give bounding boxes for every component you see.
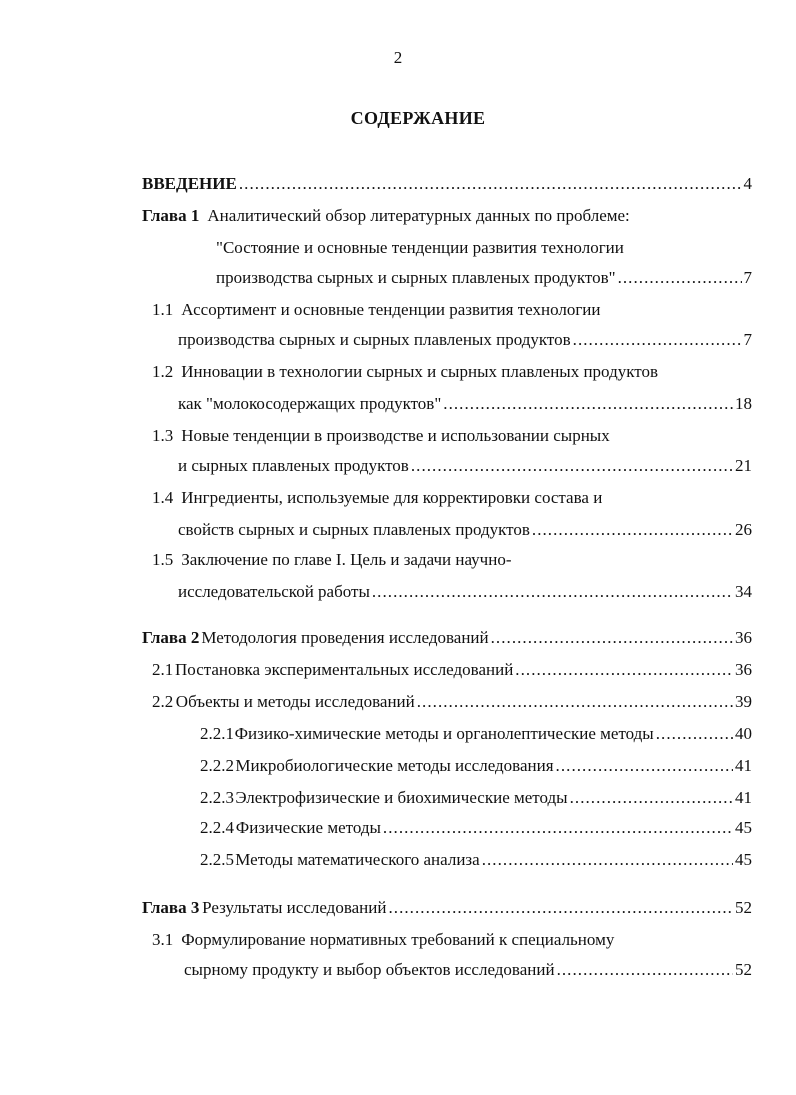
section-title: Формулирование нормативных требований к специальному bbox=[181, 930, 615, 949]
toc-page: 45 bbox=[735, 818, 752, 837]
subsection-title: Электрофизические и биохимические методы bbox=[235, 788, 568, 807]
toc-entry-1-5 bbox=[152, 548, 511, 572]
toc-page: 36 bbox=[735, 660, 752, 679]
section-number: 1.5 bbox=[152, 550, 174, 569]
toc-page: 41 bbox=[735, 756, 752, 775]
section-number: 1.2 bbox=[152, 362, 174, 381]
dot-leader bbox=[482, 848, 733, 872]
toc-page: 21 bbox=[735, 456, 752, 475]
chapter-title-line: "Состояние и основные тенденции развития технологии bbox=[216, 238, 624, 257]
toc-page: 18 bbox=[735, 394, 752, 413]
dot-leader bbox=[556, 754, 733, 778]
subsection-title: Микробиологические методы исследования bbox=[235, 756, 554, 775]
section-title: Ассортимент и основные тенденции развития технологии bbox=[181, 300, 601, 319]
toc-page: 26 bbox=[735, 520, 752, 539]
toc-entry-2-1 bbox=[152, 658, 752, 682]
subsection-number: 2.2.4 bbox=[200, 818, 234, 837]
toc-entry-chapter-1-end bbox=[216, 266, 752, 290]
dot-leader bbox=[570, 786, 733, 810]
toc-page: 4 bbox=[743, 174, 752, 193]
subsection-title: Физические методы bbox=[235, 818, 381, 837]
toc-entry-1-4 bbox=[152, 486, 602, 510]
section-title-line: производства сырных и сырных плавленых продуктов bbox=[178, 330, 571, 349]
dot-leader bbox=[239, 172, 742, 196]
toc-page: 40 bbox=[735, 724, 752, 743]
subsection-number: 2.2.2 bbox=[200, 756, 234, 775]
toc-entry-chapter-2 bbox=[142, 626, 752, 650]
section-title: Заключение по главе I. Цель и задачи научно- bbox=[181, 550, 512, 569]
section-title-line: свойств сырных и сырных плавленых продуктов bbox=[178, 520, 530, 539]
chapter-label: Глава 2 bbox=[142, 628, 200, 647]
dot-leader bbox=[372, 580, 733, 604]
dot-leader bbox=[573, 328, 742, 352]
section-number: 2.1 bbox=[152, 660, 174, 679]
toc-entry-1-1-end bbox=[178, 328, 752, 352]
dot-leader bbox=[532, 518, 733, 542]
chapter-title: Методология проведения исследований bbox=[201, 628, 489, 647]
toc-entry-3-1 bbox=[152, 928, 614, 952]
chapter-title-line: производства сырных и сырных плавленых продуктов" bbox=[216, 268, 616, 287]
toc-page: 7 bbox=[743, 330, 752, 349]
toc-page: 45 bbox=[735, 850, 752, 869]
section-number: 1.4 bbox=[152, 488, 174, 507]
section-title: Новые тенденции в производстве и использовании сырных bbox=[181, 426, 610, 445]
toc-entry-2-2-4 bbox=[200, 816, 752, 840]
toc-page: 7 bbox=[743, 268, 752, 287]
dot-leader bbox=[491, 626, 733, 650]
toc-entry-2-2 bbox=[152, 690, 752, 714]
section-title-line: как "молокосодержащих продуктов" bbox=[178, 394, 442, 413]
subsection-number: 2.2.3 bbox=[200, 788, 234, 807]
dot-leader bbox=[388, 896, 733, 920]
toc-page: 39 bbox=[735, 692, 752, 711]
toc-page: 36 bbox=[735, 628, 752, 647]
toc-page: 52 bbox=[735, 960, 752, 979]
toc-entry-1-4-end bbox=[178, 518, 752, 542]
toc-entry-1-1 bbox=[152, 298, 601, 322]
dot-leader bbox=[656, 722, 733, 746]
chapter-title: Аналитический обзор литературных данных по проблеме: bbox=[207, 206, 630, 225]
toc-label: ВВЕДЕНИЕ bbox=[142, 174, 237, 193]
section-number: 1.3 bbox=[152, 426, 174, 445]
toc-page: 34 bbox=[735, 582, 752, 601]
dot-leader bbox=[515, 658, 733, 682]
toc-entry-2-2-2 bbox=[200, 754, 752, 778]
page-number: 2 bbox=[393, 48, 403, 67]
subsection-number: 2.2.1 bbox=[200, 724, 234, 743]
toc-page: 52 bbox=[735, 898, 752, 917]
subsection-number: 2.2.5 bbox=[200, 850, 234, 869]
section-number: 2.2 bbox=[152, 692, 174, 711]
toc-entry-intro bbox=[142, 172, 752, 196]
toc-entry-chapter-1 bbox=[142, 204, 630, 228]
toc-entry-3-1-end bbox=[184, 958, 752, 982]
section-number: 3.1 bbox=[152, 930, 174, 949]
toc-entry-2-2-5 bbox=[200, 848, 752, 872]
dot-leader bbox=[417, 690, 733, 714]
section-title: Постановка экспериментальных исследований bbox=[175, 660, 514, 679]
section-number: 1.1 bbox=[152, 300, 174, 319]
toc-entry-chapter-3 bbox=[142, 896, 752, 920]
dot-leader bbox=[443, 392, 733, 416]
toc-entry-2-2-1 bbox=[200, 722, 752, 746]
dot-leader bbox=[557, 958, 733, 982]
dot-leader bbox=[383, 816, 733, 840]
section-title-line: сырному продукту и выбор объектов исследований bbox=[184, 960, 555, 979]
toc-entry-1-3-end bbox=[178, 454, 752, 478]
dot-leader bbox=[411, 454, 733, 478]
dot-leader bbox=[618, 266, 742, 290]
toc-entry-2-2-3 bbox=[200, 786, 752, 810]
section-title: Инновации в технологии сырных и сырных плавленых продуктов bbox=[181, 362, 658, 381]
section-title: Объекты и методы исследований bbox=[175, 692, 415, 711]
toc-entry-1-2 bbox=[152, 360, 658, 384]
chapter-label: Глава 1 bbox=[142, 206, 200, 225]
toc-entry-1-5-end bbox=[178, 580, 752, 604]
chapter-title: Результаты исследований bbox=[202, 898, 387, 917]
subsection-title: Методы математического анализа bbox=[235, 850, 480, 869]
section-title: Ингредиенты, используемые для корректировки состава и bbox=[181, 488, 603, 507]
chapter-label: Глава 3 bbox=[142, 898, 200, 917]
toc-entry-1-3 bbox=[152, 424, 610, 448]
section-title-line: исследовательской работы bbox=[178, 582, 370, 601]
page-title: СОДЕРЖАНИЕ bbox=[350, 108, 486, 128]
toc-entry-1-2-end bbox=[178, 392, 752, 416]
section-title-line: и сырных плавленых продуктов bbox=[178, 456, 409, 475]
toc-page: 41 bbox=[735, 788, 752, 807]
subsection-title: Физико-химические методы и органолептические методы bbox=[234, 724, 654, 743]
